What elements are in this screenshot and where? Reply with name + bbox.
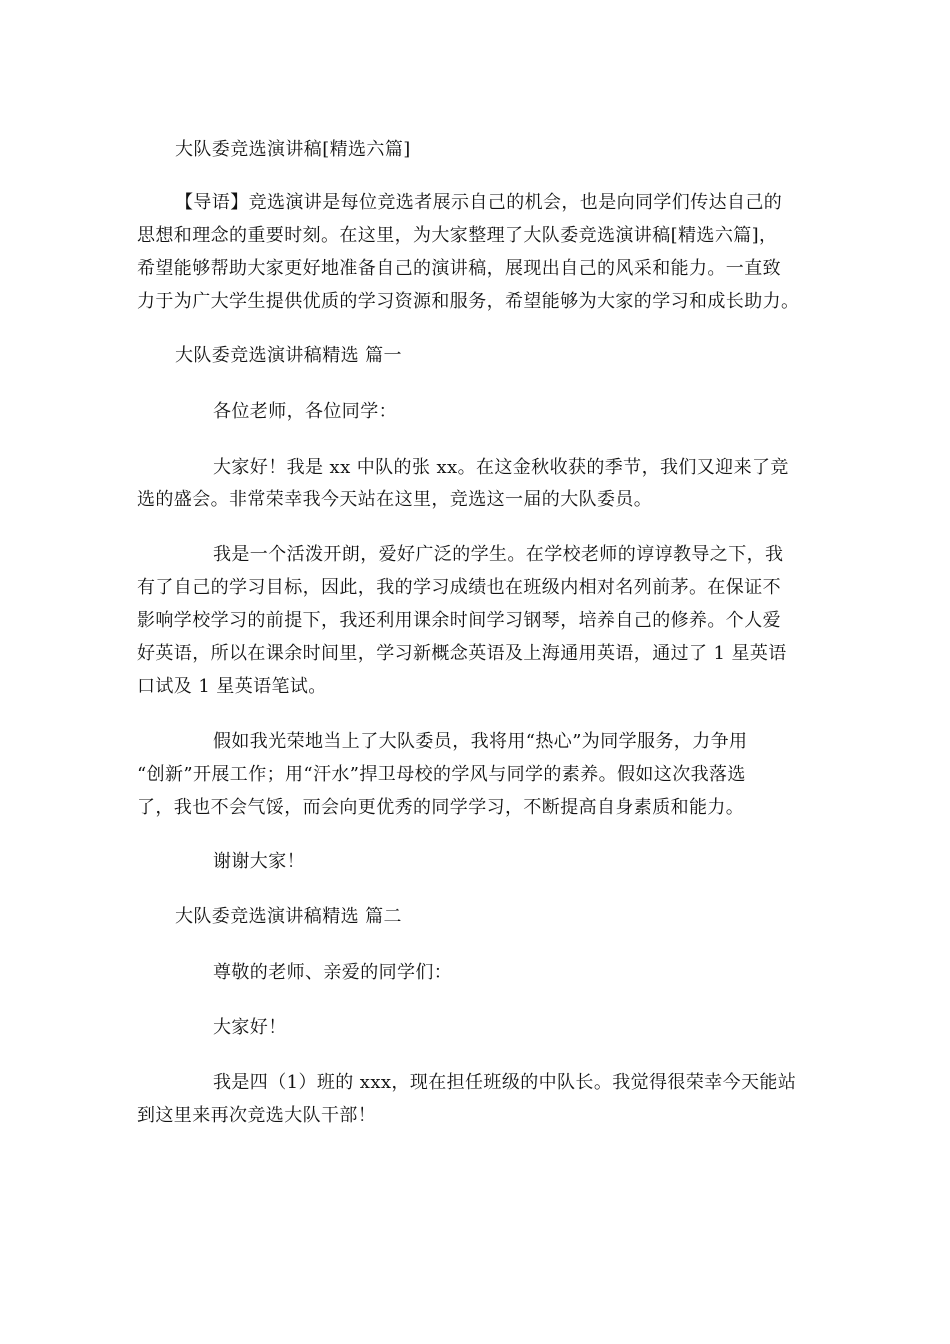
- paragraph-line: 我是四（1）班的 xxx，现在担任班级的中队长。我觉得很荣幸今天能站: [213, 1072, 797, 1093]
- paragraph-line: 到这里来再次竞选大队干部！: [137, 1105, 377, 1126]
- paragraph-line: “创新”开展工作；用“汗水”捍卫母校的学风与同学的素养。假如这次我落选: [137, 764, 746, 785]
- intro-line: 力于为广大学生提供优质的学习资源和服务，希望能够为大家的学习和成长助力。: [137, 291, 800, 312]
- paragraph-line: 有了自己的学习目标，因此，我的学习成绩也在班级内相对名列前茅。在保证不: [137, 577, 781, 598]
- paragraph-line: 我是一个活泼开朗，爱好广泛的学生。在学校老师的谆谆教导之下，我: [213, 544, 784, 565]
- section2-hello: 大家好！: [213, 1017, 287, 1038]
- paragraph-line: 了，我也不会气馁，而会向更优秀的同学学习，不断提高自身素质和能力。: [137, 797, 745, 818]
- intro-line: 思想和理念的重要时刻。在这里，为大家整理了大队委竞选演讲稿[精选六篇]，: [137, 225, 778, 246]
- paragraph-line: 假如我光荣地当上了大队委员，我将用“热心”为同学服务，力争用: [213, 731, 748, 752]
- section1-heading: 大队委竞选演讲稿精选 篇一: [175, 345, 402, 366]
- paragraph-line: 好英语，所以在课余时间里，学习新概念英语及上海通用英语，通过了 1 星英语: [137, 643, 787, 664]
- paragraph-line: 口试及 1 星英语笔试。: [137, 676, 327, 697]
- document-title: 大队委竞选演讲稿[精选六篇]: [175, 139, 411, 160]
- paragraph-line: 影响学校学习的前提下，我还利用课余时间学习钢琴，培养自己的修养。个人爱: [137, 610, 781, 631]
- paragraph-line: 选的盛会。非常荣幸我今天站在这里，竞选这一届的大队委员。: [137, 489, 653, 510]
- intro-line: 希望能够帮助大家更好地准备自己的演讲稿，展现出自己的风采和能力。一直致: [137, 258, 781, 279]
- section2-heading: 大队委竞选演讲稿精选 篇二: [175, 906, 402, 927]
- section1-closing: 谢谢大家！: [213, 851, 305, 872]
- section2-greeting: 尊敬的老师、亲爱的同学们：: [213, 962, 453, 983]
- section1-greeting: 各位老师，各位同学：: [213, 401, 397, 422]
- paragraph-line: 大家好！我是 xx 中队的张 xx。在这金秋收获的季节，我们又迎来了竞: [213, 457, 789, 478]
- intro-line: 【导语】竞选演讲是每位竞选者展示自己的机会，也是向同学们传达自己的: [175, 192, 783, 213]
